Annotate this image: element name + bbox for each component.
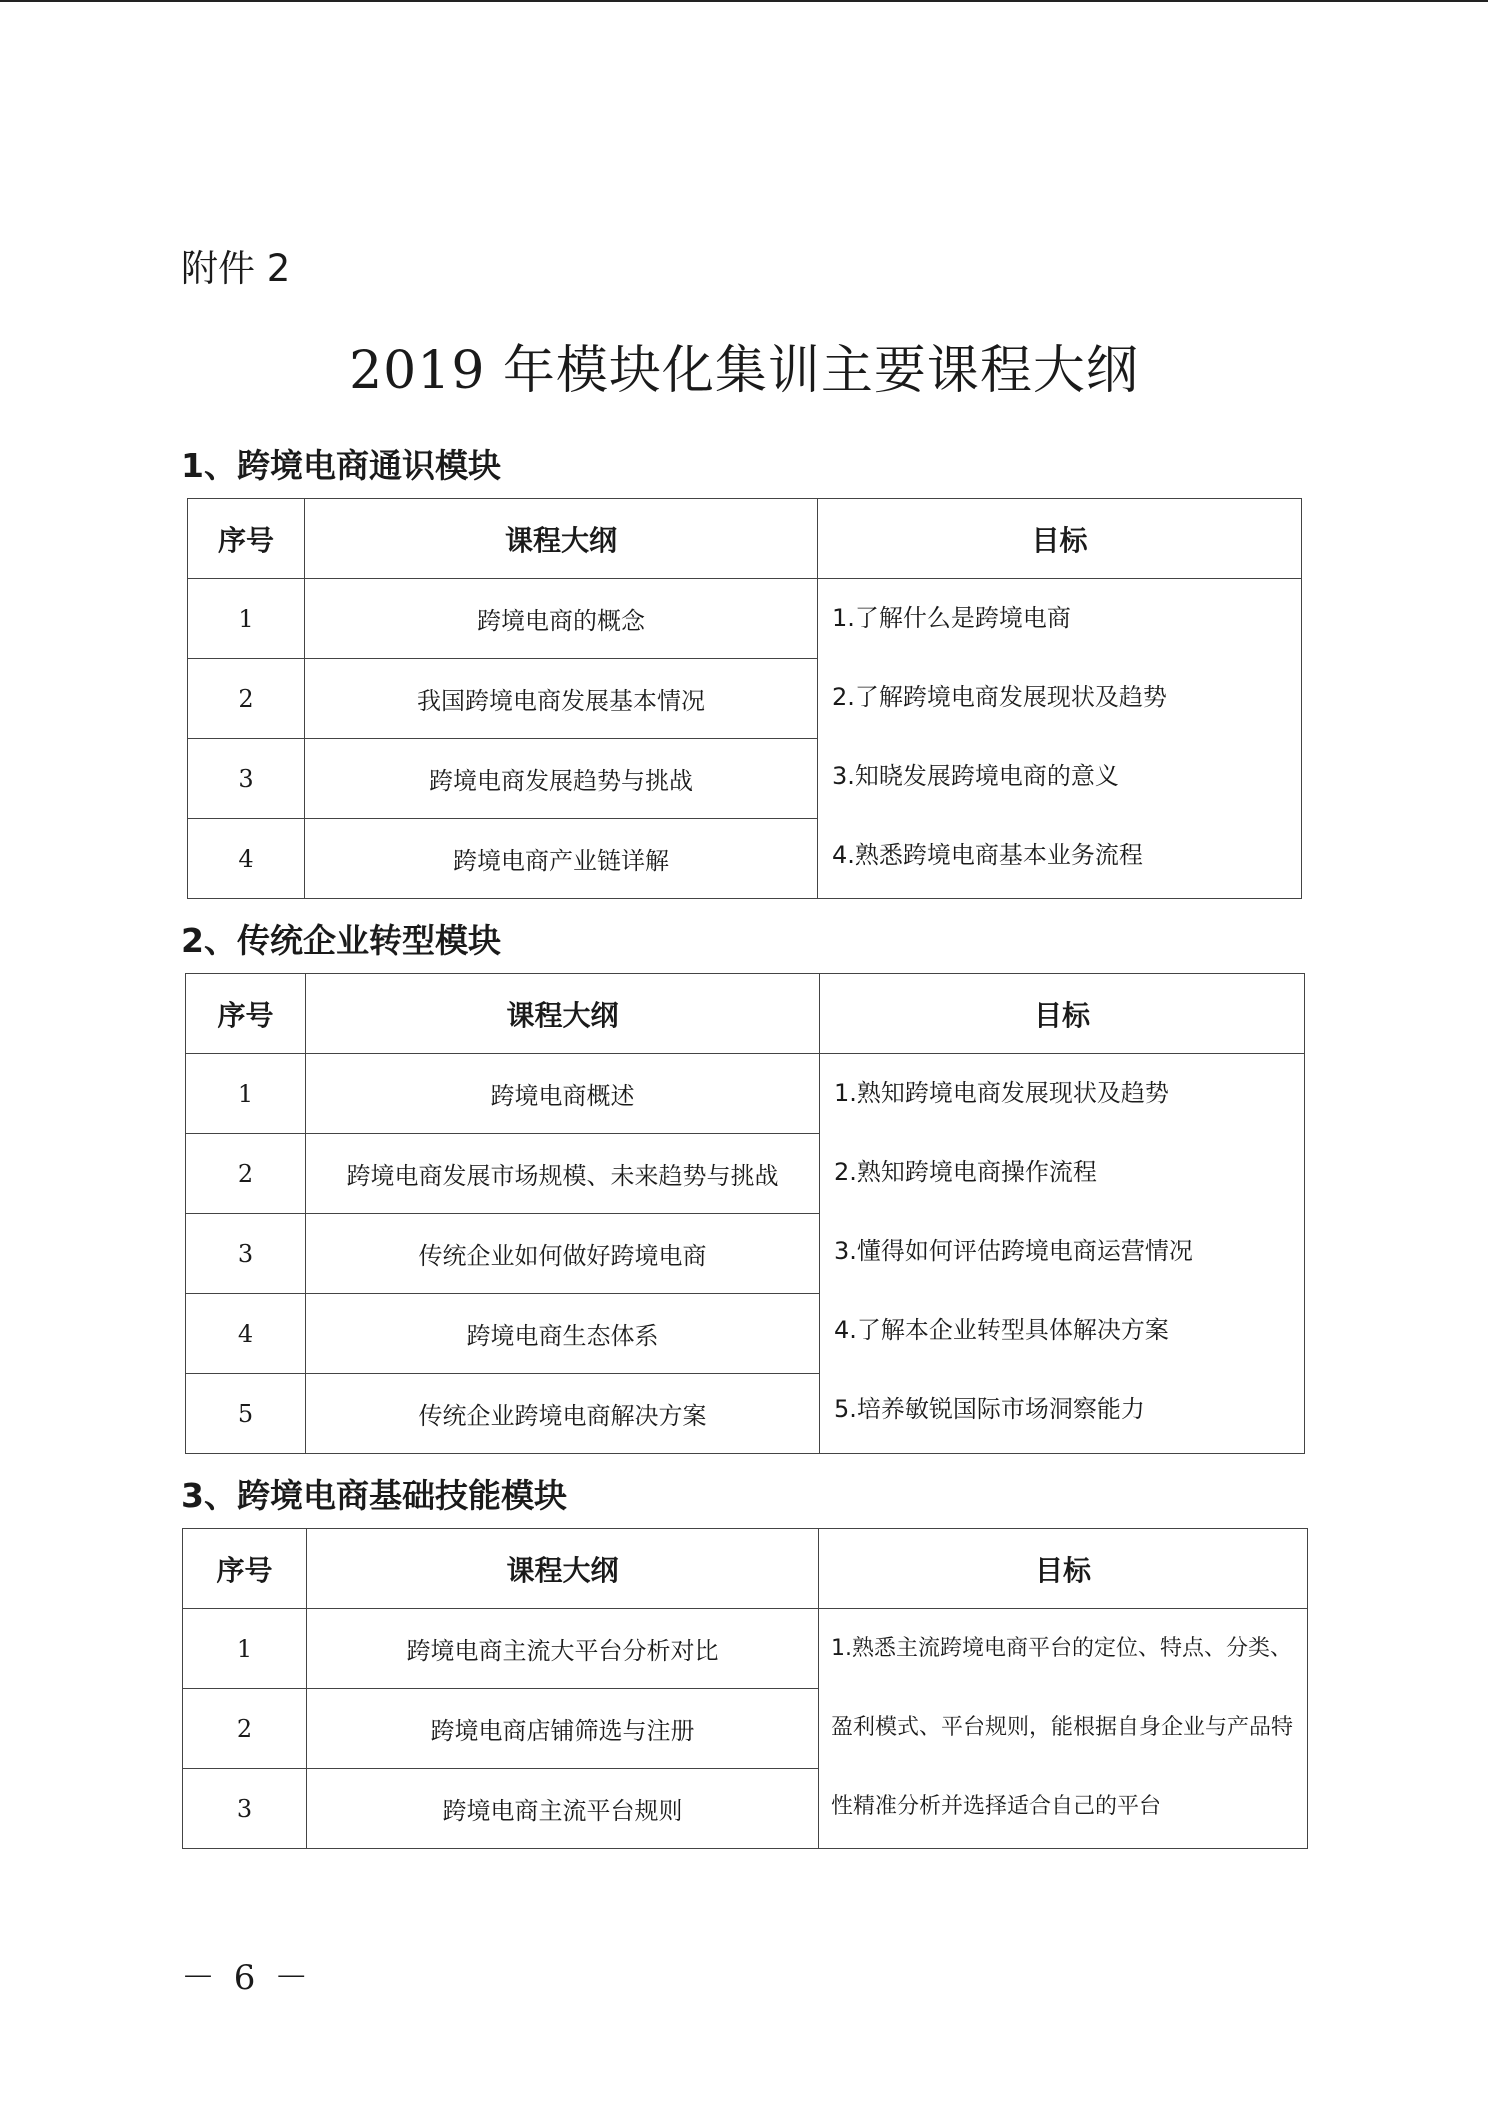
section-3-heading: 3、跨境电商基础技能模块 bbox=[181, 1476, 567, 1515]
table-header-row bbox=[183, 1529, 1308, 1609]
goal-item: 性精准分析并选择适合自己的平台 bbox=[831, 1794, 1162, 1819]
header-outline: 课程大纲 bbox=[305, 499, 818, 579]
goal-item: 4.了解本企业转型具体解决方案 bbox=[834, 1316, 1169, 1344]
header-index: 序号 bbox=[188, 499, 305, 579]
row-index: 1 bbox=[186, 1054, 306, 1134]
row-outline: 跨境电商概述 bbox=[306, 1054, 820, 1134]
row-outline: 跨境电商生态体系 bbox=[306, 1294, 820, 1374]
row-index: 1 bbox=[188, 579, 305, 659]
goal-item: 1.了解什么是跨境电商 bbox=[832, 604, 1071, 632]
row-index: 4 bbox=[188, 819, 305, 899]
row-index: 2 bbox=[186, 1134, 306, 1214]
row-index: 1 bbox=[183, 1609, 307, 1689]
section-2-table bbox=[185, 973, 1305, 1454]
row-index: 2 bbox=[183, 1689, 307, 1769]
row-index: 2 bbox=[188, 659, 305, 739]
page-title: 2019 年模块化集训主要课程大纲 bbox=[349, 341, 1139, 401]
goal-item: 4.熟悉跨境电商基本业务流程 bbox=[832, 841, 1143, 869]
header-outline: 课程大纲 bbox=[307, 1529, 819, 1609]
section-1-heading: 1、跨境电商通识模块 bbox=[181, 446, 501, 485]
row-index: 3 bbox=[188, 739, 305, 819]
header-index: 序号 bbox=[183, 1529, 307, 1609]
goal-item: 1.熟悉主流跨境电商平台的定位、特点、分类、 bbox=[831, 1636, 1292, 1661]
goals-cell bbox=[820, 1054, 1305, 1454]
row-outline: 跨境电商主流平台规则 bbox=[307, 1769, 819, 1849]
table-row bbox=[188, 579, 1302, 659]
goal-item: 2.熟知跨境电商操作流程 bbox=[834, 1158, 1097, 1186]
header-goals: 目标 bbox=[818, 499, 1302, 579]
header-goals: 目标 bbox=[819, 1529, 1308, 1609]
row-outline: 跨境电商产业链详解 bbox=[305, 819, 818, 899]
table-row bbox=[186, 1054, 1305, 1134]
section-1-table bbox=[187, 498, 1302, 899]
goal-item: 3.懂得如何评估跨境电商运营情况 bbox=[834, 1237, 1193, 1265]
goal-item: 盈利模式、平台规则，能根据自身企业与产品特 bbox=[831, 1715, 1294, 1740]
row-outline: 传统企业跨境电商解决方案 bbox=[306, 1374, 820, 1454]
page-number: － 6 － bbox=[181, 1958, 313, 1998]
row-index: 5 bbox=[186, 1374, 306, 1454]
row-outline: 跨境电商的概念 bbox=[305, 579, 818, 659]
attachment-label: 附件 2 bbox=[181, 247, 291, 290]
row-index: 3 bbox=[183, 1769, 307, 1849]
goal-item: 3.知晓发展跨境电商的意义 bbox=[832, 762, 1119, 790]
table-header-row bbox=[188, 499, 1302, 579]
section-3-table bbox=[182, 1528, 1308, 1849]
goal-item: 1.熟知跨境电商发展现状及趋势 bbox=[834, 1079, 1169, 1107]
header-index: 序号 bbox=[186, 974, 306, 1054]
top-border bbox=[0, 0, 1488, 2]
goals-cell bbox=[818, 579, 1302, 899]
header-outline: 课程大纲 bbox=[306, 974, 820, 1054]
goal-item: 5.培养敏锐国际市场洞察能力 bbox=[834, 1395, 1145, 1423]
row-index: 3 bbox=[186, 1214, 306, 1294]
header-goals: 目标 bbox=[820, 974, 1305, 1054]
section-2-heading: 2、传统企业转型模块 bbox=[181, 921, 501, 960]
row-outline: 我国跨境电商发展基本情况 bbox=[305, 659, 818, 739]
row-outline: 跨境电商主流大平台分析对比 bbox=[307, 1609, 819, 1689]
goal-item: 2.了解跨境电商发展现状及趋势 bbox=[832, 683, 1167, 711]
row-outline: 跨境电商发展趋势与挑战 bbox=[305, 739, 818, 819]
table-header-row bbox=[186, 974, 1305, 1054]
table-row bbox=[183, 1609, 1308, 1689]
row-index: 4 bbox=[186, 1294, 306, 1374]
row-outline: 跨境电商店铺筛选与注册 bbox=[307, 1689, 819, 1769]
row-outline: 跨境电商发展市场规模、未来趋势与挑战 bbox=[306, 1134, 820, 1214]
goals-cell bbox=[819, 1609, 1308, 1849]
row-outline: 传统企业如何做好跨境电商 bbox=[306, 1214, 820, 1294]
